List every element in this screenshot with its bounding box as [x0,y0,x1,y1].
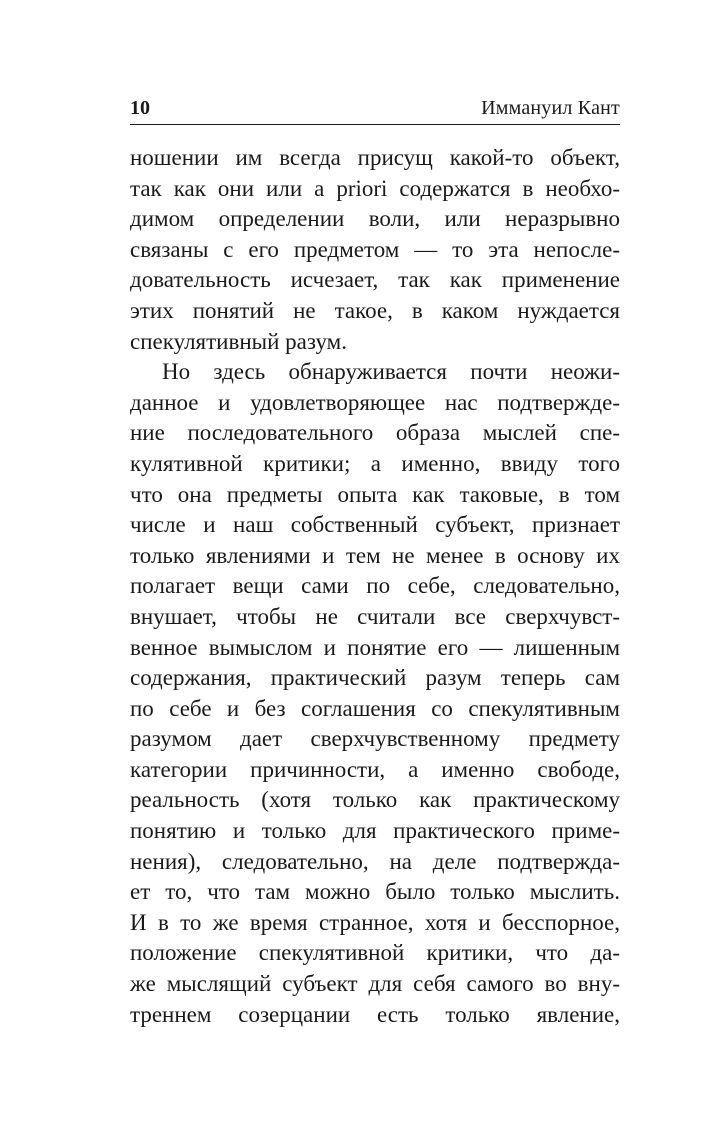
text-line: содержания, практический разум теперь сам [130,665,620,691]
text-line: так как они или a priori содержатся в необхо- [130,175,620,201]
text-line: димом определении воли, или неразрывно [130,206,620,232]
text-line: разумом дает сверхчувственному предмету [130,726,620,752]
text-line: данное и удовлетворяющее нас подтвержде- [130,389,620,415]
text-line: что она предметы опыта как таковые, в том [130,481,620,507]
text-line: числе и наш собственный субъект, признает [130,512,620,538]
text-line: реальность (хотя только как практическому [130,787,620,813]
text-line: категории причинности, а именно свободе, [130,756,620,782]
header-rule [130,124,620,125]
text-line: кулятивной критики; а именно, ввиду того [130,450,620,476]
text-line: по себе и без соглашения со спекулятивным [130,695,620,721]
page-header [130,96,620,122]
text-line: связаны с его предметом — то эта непосле- [130,236,620,262]
text-line: этих понятий не такое, в каком нуждается [130,297,620,323]
text-line: треннем созерцании есть только явление, [130,1001,620,1027]
text-line: венное вымыслом и понятие его — лишенным [130,634,620,660]
text-line: ношении им всегда присущ какой-то объект, [130,145,620,170]
text-line: довательность исчезает, так как применение [130,267,620,293]
text-line: только явлениями и тем не менее в основу их [130,542,620,568]
running-head-author: Иммануил Кант [481,97,620,119]
text-line: понятию и только для практического приме- [130,818,620,844]
text-line: же мыслящий субъект для себя самого во вну- [130,971,620,997]
text-line: И в то же время странное, хотя и бесспорное, [130,909,620,935]
page-number: 10 [130,97,150,119]
text-line: ние последовательного образа мыслей спе- [130,420,620,446]
text-line: спекулятивный разум. [130,328,347,354]
text-line: внушает, чтобы не считали все сверхчувст- [130,603,620,629]
text-line: нения), следовательно, на деле подтвержда- [130,848,620,874]
text-line: ет то, что там можно было только мыслить. [130,879,620,905]
text-line: полагает вещи сами по себе, следовательно, [130,573,620,599]
body-text [130,143,620,1030]
text-line: Но здесь обнаруживается почти неожи- [162,359,620,385]
text-line: положение спекулятивной критики, что да- [130,940,620,966]
